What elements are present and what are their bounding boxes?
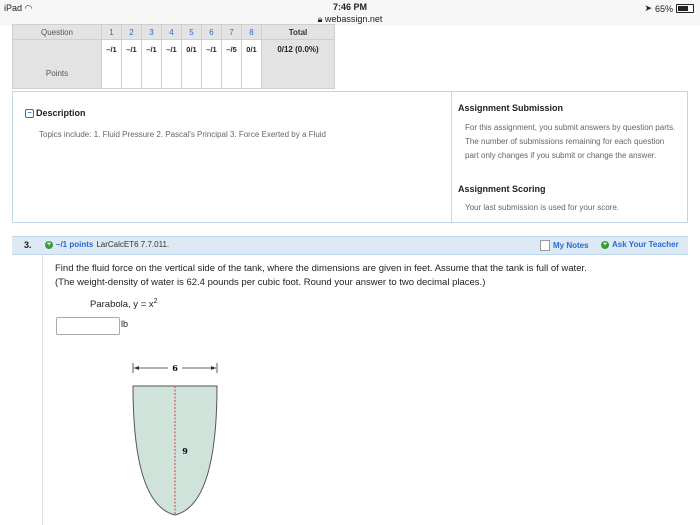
submission-text: For this assignment, you submit answers by question parts. The number of submissions remaining for each question part only changes if you submit or change the answer. [465, 123, 676, 160]
question-text-line: (The weight-density of water is 62.4 pounds per cubic foot. Round your answer to two decimal places.) [55, 277, 486, 288]
points-header: Points [13, 40, 102, 89]
plus-icon: + [602, 240, 608, 248]
battery-percent: 65% [654, 3, 673, 14]
status-right [644, 3, 694, 14]
battery-icon [676, 4, 694, 13]
device-label: iPad ◠ [4, 3, 33, 13]
info-divider [451, 92, 452, 222]
my-notes-button[interactable] [540, 240, 589, 251]
total-header: Total [262, 25, 335, 40]
question-link-5[interactable]: 5 [182, 25, 202, 40]
my-notes-label: My Notes [553, 241, 589, 250]
arrowhead-right [211, 366, 216, 370]
question-link-3[interactable]: 3 [142, 25, 162, 40]
points-cell: –/1 [142, 40, 162, 89]
points-cell: –/1 [202, 40, 222, 89]
collapse-icon[interactable]: − [25, 109, 34, 118]
parabola-exponent: 2 [153, 298, 158, 305]
scoring-title: Assignment Scoring [458, 184, 546, 194]
points-cell: 0/1 [182, 40, 202, 89]
question-link-1[interactable]: 1 [102, 25, 122, 40]
points-cell: 0/1 [242, 40, 262, 89]
points-cell: –/5 [222, 40, 242, 89]
question-number: 3. [24, 240, 32, 250]
height-label: 9 [182, 446, 188, 456]
ask-teacher-label: Ask Your Teacher [612, 240, 679, 249]
question-source: LarCalcET6 7.7.011. [96, 240, 170, 249]
answer-unit: lb [121, 319, 129, 329]
question-link-8[interactable]: 8 [242, 25, 262, 40]
parabola-label [90, 298, 158, 310]
width-label: 6 [172, 363, 178, 373]
question-text [55, 262, 690, 290]
description-toggle[interactable] [25, 108, 86, 118]
answer-input[interactable] [56, 317, 120, 335]
total-value: 0/12 (0.0%) [262, 40, 335, 89]
question-text-line: Find the fluid force on the vertical side of the tank, where the dimensions are given in feet. Assume that the tank is full of water. [55, 263, 587, 274]
question-gutter [12, 255, 43, 525]
points-cell: –/1 [102, 40, 122, 89]
url-text: webassign.net [324, 14, 383, 24]
description-text: Topics include: 1. Fluid Pressure 2. Pascal's Principal 3. Force Exerted by a Fluid [39, 130, 326, 139]
score-table [12, 24, 335, 89]
question-link-6[interactable]: 6 [202, 25, 222, 40]
location-icon: ➤ [644, 3, 652, 13]
ask-teacher-button[interactable] [601, 240, 679, 249]
lock-icon: 🔒︎ [317, 14, 323, 24]
notes-icon [540, 240, 550, 251]
question-link-2[interactable]: 2 [122, 25, 142, 40]
parabola-text: Parabola, y = x [90, 299, 154, 311]
arrowhead-left [134, 366, 139, 370]
tank-figure [125, 355, 225, 525]
question-link-4[interactable]: 4 [162, 25, 182, 40]
points-cell: –/1 [122, 40, 142, 89]
points-cell: –/1 [162, 40, 182, 89]
question-points [45, 240, 169, 249]
question-link-7[interactable]: 7 [222, 25, 242, 40]
status-time: 7:46 PM [332, 2, 367, 12]
submission-title: Assignment Submission [458, 103, 564, 113]
points-value: –/1 points [56, 240, 94, 249]
scoring-text: Your last submission is used for your score. [465, 203, 619, 212]
description-title: Description [36, 108, 86, 118]
wifi-icon: ◠ [24, 3, 33, 13]
expand-points-icon[interactable]: + [46, 240, 52, 248]
question-header: Question [13, 25, 102, 40]
